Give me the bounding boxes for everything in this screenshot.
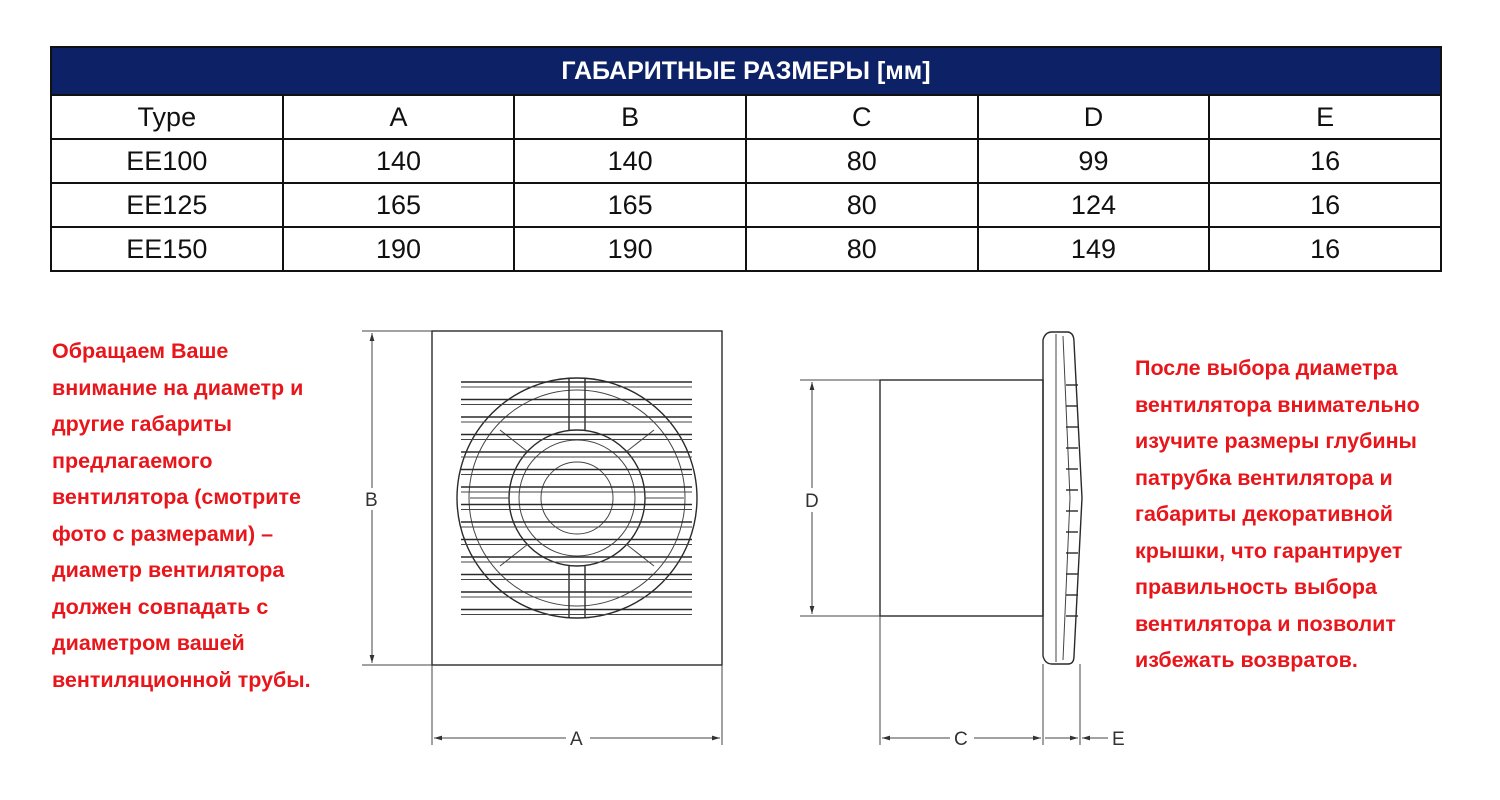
cell-a: 190	[283, 227, 515, 271]
side-view-drawing	[800, 332, 1125, 750]
grille-ribs	[470, 378, 684, 618]
cell-e: 16	[1209, 183, 1441, 227]
header-b: B	[514, 95, 746, 139]
header-a: A	[283, 95, 515, 139]
cell-b: 190	[514, 227, 746, 271]
cell-c: 80	[746, 139, 978, 183]
note-line: вентилятора внимательно	[1135, 392, 1420, 417]
note-line: вентилятора и позволит	[1135, 611, 1396, 636]
note-line: должен совпадать с	[52, 594, 269, 619]
cell-b: 165	[514, 183, 746, 227]
note-line: фото с размерами) –	[52, 521, 274, 546]
fan-body-outline	[880, 380, 1043, 616]
dim-label-a: A	[570, 729, 583, 750]
cell-e: 16	[1209, 227, 1441, 271]
cell-d: 124	[978, 183, 1210, 227]
header-e: E	[1209, 95, 1441, 139]
note-line: изучите размеры глубины	[1135, 429, 1417, 453]
note-line: габариты декоративной	[1135, 502, 1393, 526]
cell-d: 99	[978, 139, 1210, 183]
cover-profile	[1043, 332, 1082, 664]
note-line: диаметр вентилятора	[52, 558, 285, 582]
cell-type: EE150	[51, 227, 283, 271]
note-line: Обращаем Ваше	[52, 339, 229, 363]
note-line: патрубка вентилятора и	[1135, 465, 1393, 490]
note-line: предлагаемого	[52, 448, 213, 473]
note-line: После выбора диаметра	[1135, 356, 1398, 380]
header-c: C	[746, 95, 978, 139]
dim-label-d: D	[805, 491, 819, 512]
cell-c: 80	[746, 183, 978, 227]
cell-b: 140	[514, 139, 746, 183]
cell-type: EE125	[51, 183, 283, 227]
cell-d: 149	[978, 227, 1210, 271]
note-line: внимание на диаметр и	[52, 375, 304, 400]
cell-a: 140	[283, 139, 515, 183]
cell-c: 80	[746, 227, 978, 271]
header-type: Type	[51, 95, 283, 139]
cell-e: 16	[1209, 139, 1441, 183]
note-line: избежать возвратов.	[1135, 648, 1358, 672]
note-line: вентиляционной трубы.	[52, 667, 311, 692]
front-view-drawing	[362, 331, 722, 750]
note-line: диаметром вашей	[52, 631, 245, 655]
note-line: крышки, что гарантирует	[1135, 538, 1403, 563]
cell-a: 165	[283, 183, 515, 227]
note-line: вентилятора (смотрите	[52, 485, 301, 509]
dim-label-c: C	[954, 729, 968, 750]
table-title: ГАБАРИТНЫЕ РАЗМЕРЫ [мм]	[51, 47, 1441, 95]
dim-label-e: E	[1112, 729, 1125, 750]
cover-ticks	[1066, 385, 1078, 616]
header-d: D	[978, 95, 1210, 139]
cell-type: EE100	[51, 139, 283, 183]
note-line: другие габариты	[52, 412, 232, 436]
dim-label-b: B	[365, 490, 378, 511]
note-line: правильность выбора	[1135, 575, 1377, 599]
